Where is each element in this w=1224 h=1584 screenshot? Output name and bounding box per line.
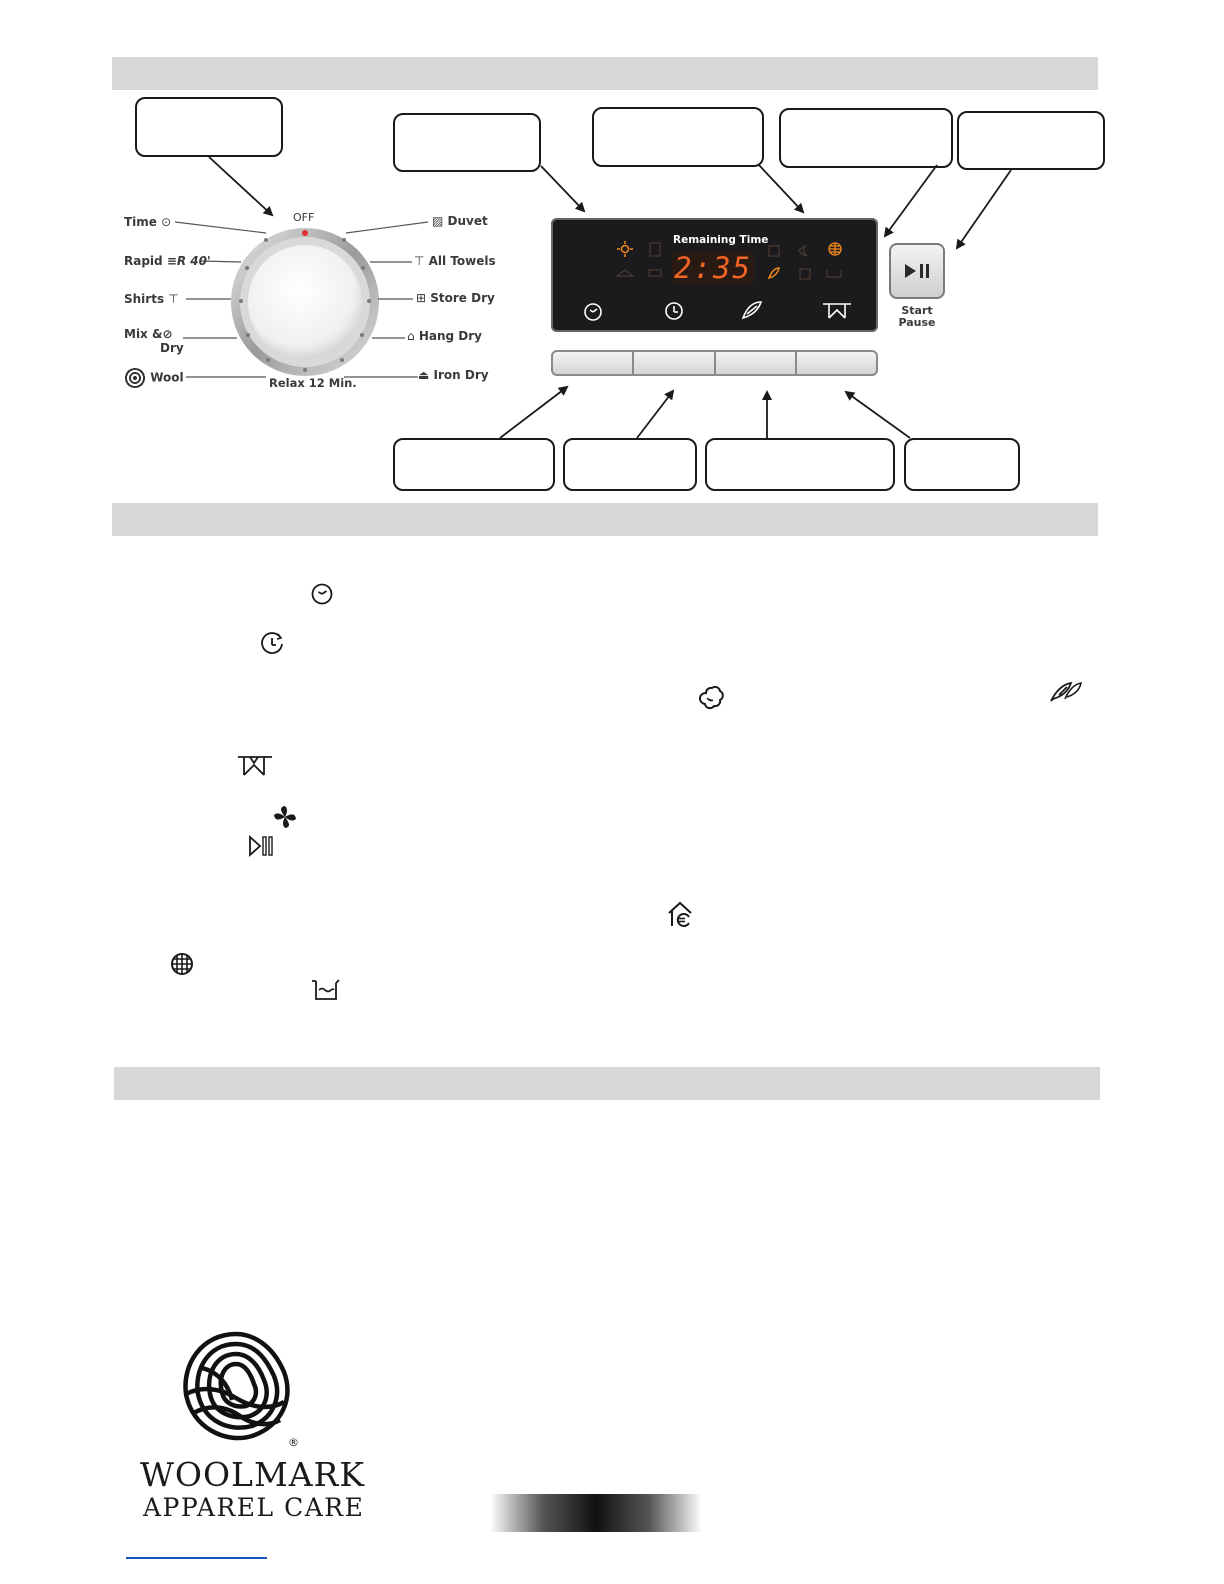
delay-timer-icon (258, 630, 286, 658)
apparel-care-wordmark: APPAREL CARE (143, 1493, 365, 1522)
program-mix-dry[interactable] (124, 327, 184, 355)
dial-off-label: OFF (293, 211, 315, 224)
display-title: Remaining Time (673, 234, 769, 246)
function-button-strip (551, 350, 878, 376)
shirt-indicator-icon (769, 246, 779, 256)
program-shirts-label: Shirts (124, 292, 165, 306)
program-shirts[interactable] (124, 292, 179, 306)
hang-indicator-icon (617, 270, 633, 276)
rapid-icon: ≡ (166, 254, 177, 268)
program-all-towels[interactable] (414, 254, 496, 268)
anti-crease-button[interactable] (797, 352, 876, 374)
play-pause-icon (248, 835, 276, 857)
display-icons (551, 218, 878, 332)
woolmark-icon (124, 368, 146, 388)
eco-euro-icon (665, 900, 695, 930)
clock-icon (310, 582, 334, 606)
display-digits: 2:35 (672, 252, 754, 284)
delicate-button[interactable] (716, 352, 797, 374)
woolmark-logo-icon (172, 1328, 300, 1446)
program-rapid-label: Rapid (124, 254, 163, 268)
delay-button-icon (666, 303, 682, 319)
feather-icon (1049, 679, 1083, 703)
program-rapid[interactable] (124, 254, 211, 268)
program-time[interactable] (124, 215, 171, 229)
program-hang-dry[interactable] (407, 329, 482, 343)
fan-indicator-icon (799, 246, 807, 256)
shirt-icon: ⊤ (168, 292, 179, 306)
anti-crease-button-icon (823, 304, 851, 318)
program-iron-dry-label: Iron Dry (433, 368, 489, 382)
program-duvet-label: Duvet (447, 214, 488, 228)
duvet-icon: ▨ (432, 214, 444, 228)
start-pause-button[interactable] (889, 243, 945, 299)
footer-gradient-band (490, 1494, 702, 1532)
program-wool-label: Wool (150, 370, 184, 385)
woolmark-wordmark: WOOLMARK (140, 1455, 366, 1494)
program-rapid-extra: R 40' (176, 254, 211, 268)
program-store-dry-label: Store Dry (430, 291, 495, 305)
iron-icon: ⏏ (418, 368, 430, 382)
pause-label: Pause (898, 316, 936, 329)
clock-icon: ⊙ (161, 215, 172, 229)
program-iron-dry[interactable] (418, 368, 489, 382)
program-dial[interactable] (231, 228, 379, 376)
water-tank-icon (310, 978, 342, 1002)
dial-relax-label: Relax 12 Min. (269, 376, 357, 390)
program-hang-dry-label: Hang Dry (418, 329, 482, 343)
time-button[interactable] (553, 352, 634, 374)
program-all-towels-label: All Towels (428, 254, 496, 268)
anti-crease-icon (236, 752, 274, 778)
program-time-label: Time (124, 215, 157, 229)
program-mix-extra: Dry (160, 341, 184, 355)
time-button-icon (585, 304, 601, 320)
play-pause-icon (903, 261, 931, 281)
feather-button-icon (743, 302, 761, 318)
grid-indicator-icon (829, 243, 841, 255)
store-indicator-icon (650, 243, 660, 256)
duvet-indicator-icon (800, 269, 810, 279)
iron-indicator-icon (649, 270, 661, 276)
mix-icon: ⊘ (162, 327, 173, 341)
program-mix-label: Mix & (124, 327, 163, 341)
cotton-icon (698, 683, 726, 711)
fan-icon (272, 804, 298, 830)
feather-indicator-icon (769, 268, 779, 278)
sun-indicator-icon (617, 241, 633, 257)
program-store-dry[interactable] (416, 291, 495, 305)
section-header-bar-3 (114, 1067, 1100, 1100)
towel-icon: ⊤ (414, 254, 425, 268)
steam-indicator-icon (827, 270, 841, 277)
program-duvet[interactable] (432, 214, 488, 228)
footer-link-underline (126, 1557, 267, 1559)
store-dry-icon: ⊞ (416, 291, 427, 305)
start-pause-label (889, 305, 945, 329)
registered-mark: ® (288, 1436, 299, 1449)
start-label: Start (901, 304, 933, 317)
delay-end-button[interactable] (634, 352, 715, 374)
program-wool[interactable] (124, 368, 184, 388)
grid-globe-icon (170, 952, 194, 976)
hanger-icon: ⌂ (407, 329, 415, 343)
